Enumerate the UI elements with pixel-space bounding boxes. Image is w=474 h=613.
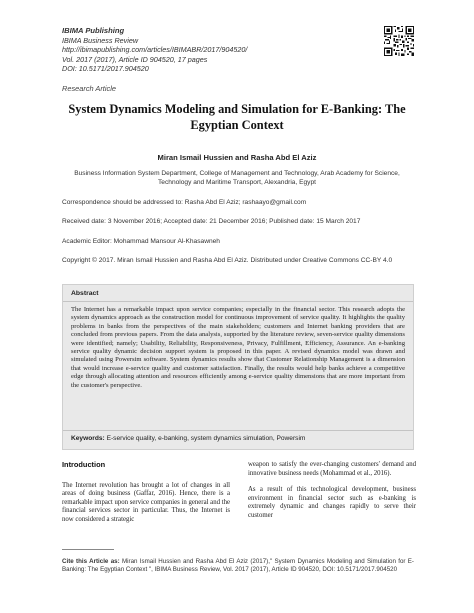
publication-dates: Received date: 3 November 2016; Accepted date: 21 December 2016; Published date: 15 March 2017: [62, 218, 361, 225]
abstract-divider-bottom: [63, 430, 413, 431]
abstract-heading: Abstract: [71, 290, 99, 297]
copyright-notice: Copyright © 2017. Miran Ismail Hussien and Rasha Abd El Aziz. Distributed under Creative Commons CC-BY 4.0: [62, 257, 393, 264]
abstract-text: The Internet has a remarkable impact upon service companies; especially in the financial sector. This research adopts the system dynamics approach as the construction model for continuous improvement of service quality. It highlights the quality problems in banks from the perspectives of the main stakeholders; customers and Internet banking providers that are concluded from previous papers. From the data analysis, supported by the literature review, seven-service quality dimensions were identified; namely; Usability, Reliability, Responsiveness, Privacy, Fulfillment, Efficiency, Assurance. An e-banking service quality dynamic decision support system is proposed in this paper. A revised dynamics model was drawn and simulated using Powersim software. System dynamics results show that Customer Relationship Management is a dimension that would increase e-service quality and customer satisfaction. Finally, the results would help banks achieve a competitive edge through allocating attention and resources efficiently among e-service quality dimensions that are more important from the customer's perspective.: [71, 306, 405, 389]
citation-text: Miran Ismail Hussien and Rasha Abd El Aziz (2017)," System Dynamics Modeling and Simulation for E-Banking: The Egyptian Context ", IBIMA Business Review, Vol. 2017 (2017), Article ID 904520, DOI: 10.5171/2017.904520: [62, 558, 414, 574]
body-paragraph: weapon to satisfy the ever-changing customers' demand and innovative business needs (Mohammad et al., 2016).: [248, 461, 416, 477]
citation: [62, 558, 414, 574]
body-column-right: [248, 461, 416, 529]
journal-name: IBIMA Business Review: [62, 35, 139, 45]
keywords-line: [71, 435, 305, 442]
doi: DOI: 10.5171/2017.904520: [62, 64, 149, 74]
abstract-box: [62, 284, 414, 450]
academic-editor: Academic Editor: Mohammad Mansour Al-Khasawneh: [62, 238, 220, 245]
body-paragraph: The Internet revolution has brought a lot of changes in all areas of doing business (Gaffar, 2016). Hence, there is a remarkable impact upon service companies in general and the financial services sector in particular. Thus, the Internet is now considered a strategic: [62, 481, 230, 523]
publisher-name: IBIMA Publishing: [62, 26, 125, 35]
keywords-label: Keywords:: [71, 435, 105, 442]
correspondence: Correspondence should be addressed to: Rasha Abd El Aziz; rashaayo@gmail.com: [62, 199, 307, 206]
introduction-heading: Introduction: [62, 460, 106, 469]
authors: Miran Ismail Hussien and Rasha Abd El Aziz: [157, 153, 317, 162]
abstract-divider: [63, 301, 413, 302]
footnote-divider: [62, 549, 114, 550]
affiliation: Business Information System Department, College of Management and Technology, Arab Academy for Science, Technology and Maritime Transport, Alexandria, Egypt: [74, 170, 400, 186]
citation-label: Cite this Article as:: [62, 558, 120, 565]
keywords-text: E-service quality, e-banking, system dynamics simulation, Powersim: [106, 435, 306, 442]
body-paragraph: As a result of this technological development, business environment in financial sector such as e-banking is extremely dynamic and changes rapidly to serve their customer: [248, 486, 416, 519]
article-title: System Dynamics Modeling and Simulation for E-Banking: The Egyptian Context: [68, 102, 406, 132]
qr-code-icon: [384, 26, 414, 56]
body-column-left: [62, 461, 230, 533]
article-url[interactable]: http://ibimapublishing.com/articles/IBIMABR/2017/904520/: [62, 45, 248, 55]
volume-info: Vol. 2017 (2017), Article ID 904520, 17 pages: [62, 54, 208, 64]
journal-header: [62, 26, 362, 74]
article-type: Research Article: [62, 84, 116, 93]
